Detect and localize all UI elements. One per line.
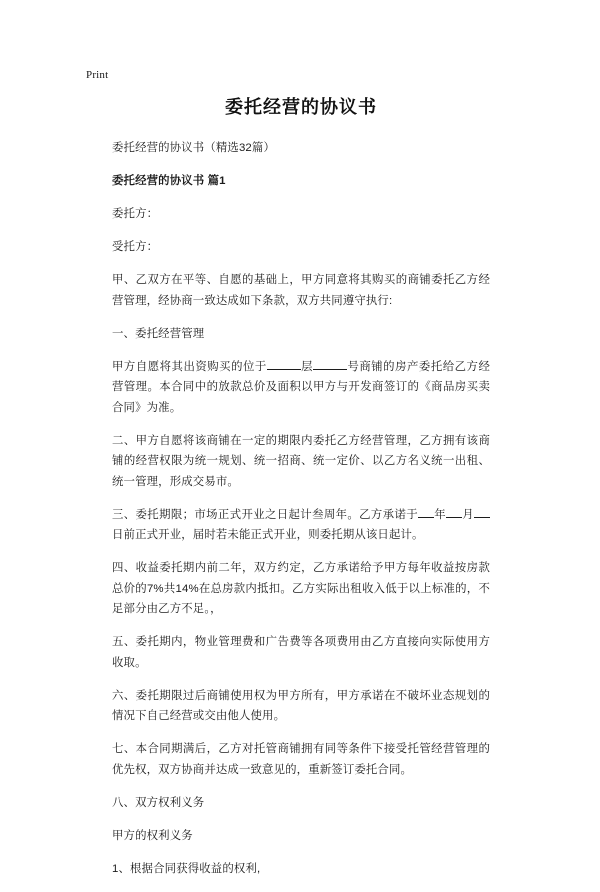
clause-8-subheading: 甲方的权利义务 (112, 829, 193, 842)
clause-1-text-segment-2: 层 (300, 360, 314, 373)
print-label[interactable]: Print (86, 69, 109, 81)
page-title: 委托经营的协议书 (225, 97, 377, 117)
party-b-label: 受托方： (112, 241, 159, 253)
clause-6-paragraph: 六、委托期限过后商铺使用权为甲方所有，甲方承诺在不破坏业态规划的情况下自己经营或交由他人使用。 (112, 689, 490, 722)
blank-month-field[interactable] (446, 517, 462, 518)
blank-year-field[interactable] (418, 517, 434, 518)
clause-3-text-segment-4: 日前正式开业，届时若未能正式开业，则委托期从该日起计。 (112, 529, 424, 541)
clause-5-paragraph: 五、委托期内，物业管理费和广告费等各项费用由乙方直接向实际使用方收取。 (112, 636, 490, 669)
document-content (112, 92, 490, 892)
clause-3-text-segment-2: 年 (434, 508, 446, 521)
clause-8-title: 八、双方权利义务 (112, 796, 205, 809)
preamble-paragraph: 甲、乙双方在平等、自愿的基础上，甲方同意将其购买的商铺委托乙方经营管理，经协商一致达成如下条款，双方共同遵守执行: (112, 274, 490, 307)
blank-floor-field[interactable] (267, 369, 301, 370)
clause-7-paragraph: 七、本合同期满后，乙方对托管商铺拥有同等条件下接受托管经营管理的优先权，双方协商并达成一致意见的，重新签订委托合同。 (112, 743, 490, 776)
blank-day-field[interactable] (474, 517, 490, 518)
clause-1-body (112, 357, 490, 419)
clause-1-title: 一、委托经营管理 (112, 327, 205, 340)
blank-shop-number-field[interactable] (313, 369, 347, 370)
party-a-label: 委托方： (112, 208, 159, 220)
clause-8-item-1: 1、根据合同获得收益的权利, (112, 862, 261, 875)
document-subtitle: 委托经营的协议书（精选32篇） (112, 142, 275, 154)
clause-3-text-segment-1: 三、委托期限；市场正式开业之日起计叁周年。乙方承诺于 (112, 508, 418, 521)
clause-1-text-segment-3: 号商铺的房产委托给乙方经营管理。本合同中的放款总价及面积以甲方与开发商签订的《商品房买卖合同》为准。 (112, 360, 490, 414)
clause-3-paragraph (112, 505, 490, 546)
section-heading: 委托经营的协议书 篇1 (112, 174, 226, 187)
clause-2-paragraph: 二、甲方自愿将该商铺在一定的期限内委托乙方经营管理，乙方拥有该商铺的经营权限为统一规划、统一招商、统一定价、以乙方名义统一出租、统一管理，形成交易市。 (112, 434, 490, 488)
clause-3-text-segment-3: 月 (462, 508, 474, 521)
clause-4-paragraph: 四、收益委托期内前二年，双方约定，乙方承诺给予甲方每年收益按房款总价的7%共14%在总房款内抵扣。乙方实际出租收入低于以上标准的，不足部分由乙方不足。， (112, 562, 490, 615)
clause-1-text-segment-1: 甲方自愿将其出资购买的位于 (112, 360, 267, 373)
